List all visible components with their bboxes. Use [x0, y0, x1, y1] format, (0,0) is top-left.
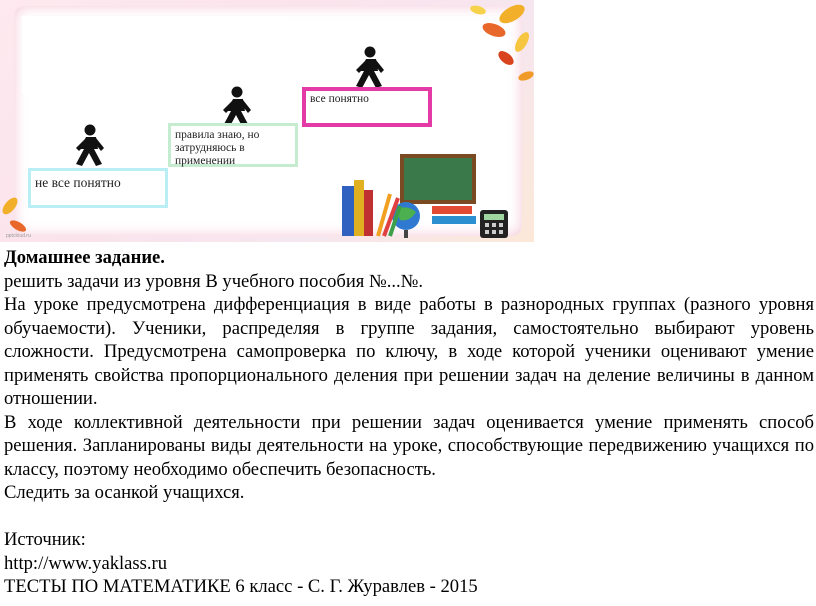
homework-text: решить задачи из уровня В учебного пособия №...№.: [4, 270, 424, 292]
level-label-high: все понятно: [302, 87, 432, 127]
autumn-leaves-decoration: [432, 0, 534, 90]
level-label-medium: правила знаю, но затрудняюсь в применении: [168, 123, 298, 167]
homework-heading: Домашнее задание.: [4, 247, 165, 268]
document-body: [4, 246, 814, 599]
paragraph-differentiation: На уроке предусмотрена дифференциация в виде работы в разнородных группах (разного уровня обучаемости). Ученики, распределяя в группе задания, самостоятельно выбирают уровень сложности. Предусмотрена самопроверка по ключу, в ходе которой ученики оценивают умение применять свойства пропорционального деления при решении задач на деление величины в данном отношении.: [4, 294, 814, 409]
school-supplies-icon: [340, 150, 510, 242]
source-label: Источник:: [4, 529, 86, 550]
slide-illustration: [0, 0, 534, 242]
blank-title-area: [22, 16, 286, 94]
level-label-low: не все понятно: [28, 168, 168, 208]
source-book: ТЕСТЫ ПО МАТЕМАТИКЕ 6 класс - С. Г. Журавлев - 2015: [4, 576, 478, 597]
walking-person-icon: [66, 124, 112, 168]
posture-note: Следить за осанкой учащихся.: [4, 482, 245, 503]
walking-person-icon: [346, 46, 392, 90]
watermark: pptcloud.ru: [6, 233, 31, 239]
spacer: [4, 505, 814, 529]
paragraph-activity: В ходе коллективной деятельности при решении задач оценивается умение применять способ решения. Запланированы виды деятельности на уроке, способствующие передвижению учащихся по классу, поэтому необходимо обеспечить безопасность.: [4, 411, 814, 480]
source-link[interactable]: http://www.yaklass.ru: [4, 552, 168, 574]
